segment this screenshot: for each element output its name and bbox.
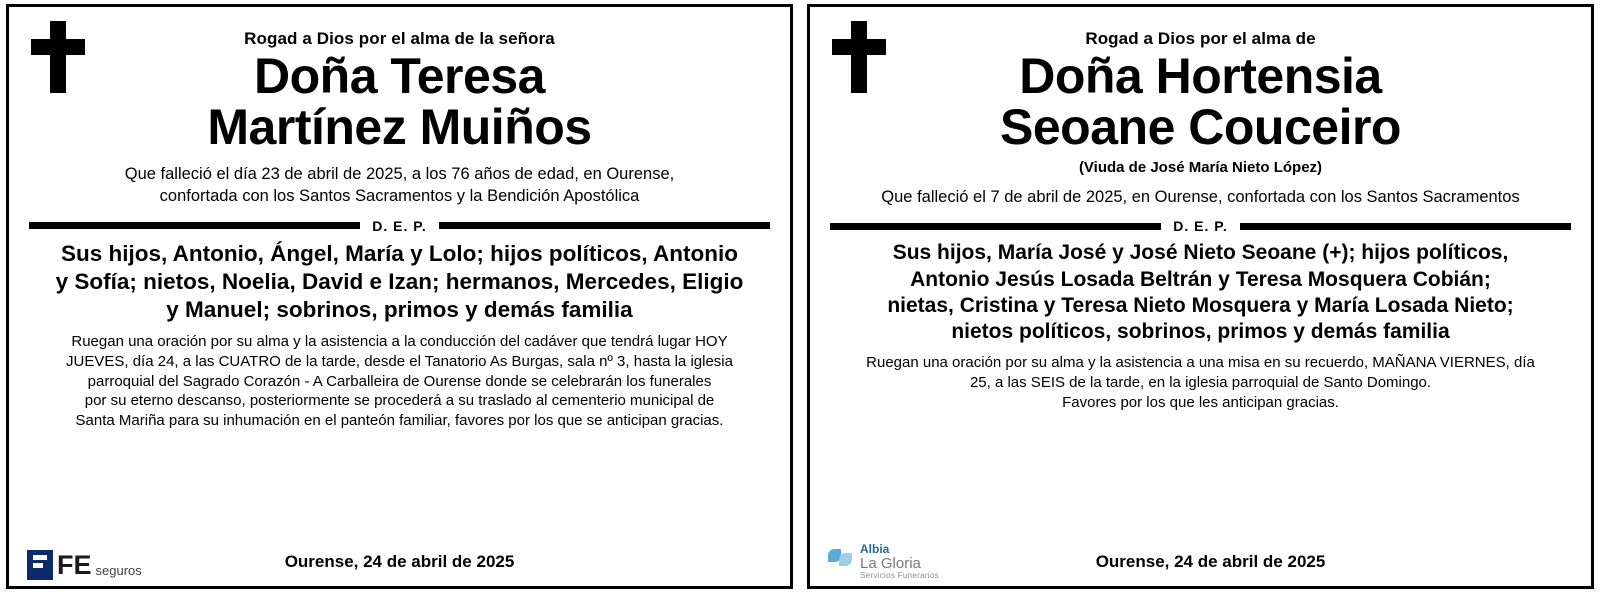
service-details-line3: Favores por los que les anticipan gracias. bbox=[1062, 393, 1339, 411]
cross-icon bbox=[31, 21, 85, 93]
deceased-name-line2: Seoane Couceiro bbox=[1000, 99, 1401, 155]
service-details bbox=[828, 353, 1573, 532]
death-details bbox=[27, 163, 772, 208]
albia-leaf-icon bbox=[828, 549, 854, 575]
service-details-line2: 25, a las SEIS de la tarde, en la iglesia parroquial de Santo Domingo. bbox=[969, 374, 1432, 392]
place-and-date: Ourense, 24 de abril de 2025 bbox=[284, 552, 515, 571]
deceased-name-line1: Doña Teresa bbox=[254, 48, 545, 104]
fe-logo-sub: seguros bbox=[95, 563, 142, 578]
death-details-line2: confortada con los Santos Sacramentos y la Bendición Apostólica bbox=[159, 187, 640, 206]
death-details-line1: Que falleció el día 23 de abril de 2025, a los 76 años de edad, en Ourense, bbox=[124, 165, 675, 183]
service-details-line1: Ruegan una oración por su alma y la asistencia a una misa en su recuerdo, MAÑANA VIERNES, día bbox=[866, 354, 1535, 372]
family-list-line1: Sus hijos, Antonio, Ángel, María y Lolo; hijos políticos, Antonio bbox=[60, 240, 739, 266]
family-list-line1: Sus hijos, María José y José Nieto Seoane (+); hijos políticos, bbox=[892, 241, 1509, 265]
family-list-line2: y Sofía; nietos, Noelia, David e Izan; hermanos, Mercedes, Eligio bbox=[55, 268, 744, 294]
service-details-line2: JUEVES, día 24, a las CUATRO de la tarde, desde el Tanatorio As Burgas, sala nº 3, hasta la iglesia bbox=[66, 352, 733, 370]
cross-icon bbox=[832, 21, 886, 93]
service-details-line5: Santa Mariña para su inhumación en el panteón familiar, favores por los que se anticipan gracias. bbox=[75, 412, 724, 430]
family-list-line3: nietas, Cristina y Teresa Nieto Mosquera y María Losada Nieto; bbox=[887, 293, 1514, 317]
invocation-text: Rogad a Dios por el alma de la señora bbox=[244, 29, 555, 48]
deceased-name bbox=[828, 48, 1573, 155]
family-list bbox=[828, 240, 1573, 345]
divider-bar-left bbox=[29, 222, 360, 229]
dep-label: D. E. P. bbox=[372, 217, 427, 234]
service-details-line1: Ruegan una oración por su alma y la asistencia a la conducción del cadáver que tendrá lugar HOY bbox=[71, 332, 728, 350]
family-list-line4: nietos políticos, sobrinos, primos y demás familia bbox=[951, 320, 1450, 344]
family-list-line3: y Manuel; sobrinos, primos y demás familia bbox=[166, 296, 633, 322]
dep-divider bbox=[29, 218, 770, 234]
fe-seguros-logo bbox=[27, 550, 177, 580]
invocation-text: Rogad a Dios por el alma de bbox=[1085, 29, 1316, 48]
albia-logo-sub: La Gloria bbox=[860, 554, 921, 572]
dep-label: D. E. P. bbox=[1173, 218, 1228, 235]
obituary-card-left bbox=[6, 4, 793, 589]
service-details bbox=[27, 332, 772, 532]
service-details-line4: por su eterno descanso, posteriormente se procederá a su traslado al cementerio municipal de bbox=[84, 392, 715, 410]
deceased-name-line1: Doña Hortensia bbox=[1019, 48, 1382, 104]
obituary-card-right bbox=[807, 4, 1594, 589]
albia-logo-sub2: Servicios Funerarios bbox=[860, 570, 939, 580]
deceased-name bbox=[27, 48, 772, 155]
death-details bbox=[828, 186, 1573, 208]
place-and-date: Ourense, 24 de abril de 2025 bbox=[1095, 552, 1326, 571]
widow-note: (Viuda de José María Nieto López) bbox=[1078, 159, 1323, 176]
card-footer-right bbox=[828, 538, 1573, 580]
service-details-line3: parroquial del Sagrado Corazón - A Carballeira de Ourense donde se celebrarán los funerales bbox=[87, 372, 712, 390]
family-list-line2: Antonio Jesús Losada Beltrán y Teresa Mosquera Cobián; bbox=[910, 267, 1491, 291]
divider-bar-left bbox=[830, 223, 1161, 230]
family-list bbox=[27, 240, 772, 324]
deceased-name-line2: Martínez Muiños bbox=[207, 99, 592, 155]
divider-bar-right bbox=[439, 222, 770, 229]
albia-logo bbox=[828, 543, 998, 580]
fe-logo-mark-icon bbox=[27, 550, 53, 580]
dep-divider bbox=[830, 218, 1571, 234]
death-details-line1: Que falleció el 7 de abril de 2025, en Ourense, confortada con los Santos Sacramentos bbox=[881, 188, 1520, 206]
divider-bar-right bbox=[1240, 223, 1571, 230]
albia-logo-name: Albia bbox=[860, 542, 890, 557]
card-footer-left bbox=[27, 538, 772, 580]
fe-logo-name: FE bbox=[57, 549, 92, 580]
